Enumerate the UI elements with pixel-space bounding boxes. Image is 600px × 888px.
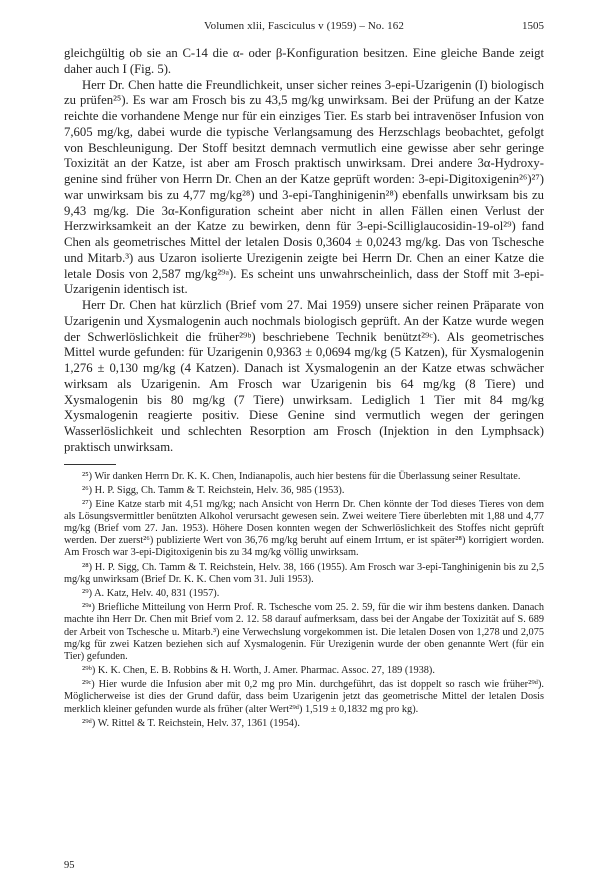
footnote: ²⁷) Eine Katze starb mit 4,51 mg/kg; nach Ansicht von Herrn Dr. Chen könnte der Tod dieses Tieres von dem als Lösungsvermittler benützten Alkohol verursacht gewesen sein. Zwei weitere Tiere überlebten mit 1,88 und 4,77 mg/kg (Brief vom 27. Jan. 1953). Höhere Dosen konnten wegen der Schwerlöslichkeit des Stoffes nicht geprüft werden. Der zuerst²⁶) publizierte Wert von 36,76 mg/kg beruht auf einem Irrtum, er ist später²⁸) korrigiert worden. Am Frosch war 3-epi-Digitoxigenin bis zu 34 mg/kg völlig unwirksam. [64, 499, 544, 559]
footnote: ²⁵) Wir danken Herrn Dr. K. K. Chen, Indianapolis, auch hier bestens für die Überlassung seiner Resultate. [82, 470, 521, 482]
paragraph: Herr Dr. Chen hatte die Freundlichkeit, unser sicher reines 3-epi-Uzarigenin (I) biologisch zu prüfen²⁵). Es war am Frosch bis zu 43,5 mg/kg unwirksam. Bei der Prüfung an der Katze reichte die vorhandene Menge nur für ein einziges Tier. Es starb bei intravenöser Infusion von 7,605 mg/kg, dabei wurde die typische Verlangsamung des Herzschlags beobachtet, gefolgt von Beschleunigung. Der Stoff besitzt demnach vermutlich eine gewisse aber sehr geringe Toxizität an der Katze, ist aber am Frosch praktisch unwirksam. Drei andere 3α-Hydroxy-genine sind früher von Herrn Dr. Chen an der Katze geprüft worden: 3-epi-Digitoxigenin²⁶)²⁷) war unwirksam bis zu 4,77 mg/kg²⁸) und 3-epi-Tanghinigenin²⁸) ebenfalls unwirksam bis zu 9,43 mg/kg. Die 3α-Konfiguration scheint aber nicht in allen Fällen einen Verlust der Herzwirksamkeit an der Katze zu bewirken, denn für 3-epi-Scilliglaucosidin-19-ol²⁹) fand Chen als geometrisches Mittel der letalen Dosis 0,3604 ± 0,0243 mg/kg. Das von Tschesche und Mitarb.³) aus Uzaron isolierte Urezigenin zeigte bei Herrn Dr. Chen an einer Katze die letale Dosis von 2,587 mg/kg²⁹ᵃ). Es scheint uns unwahrscheinlich, dass der Stoff mit 3-epi-Uzarigenin identisch ist. [64, 77, 544, 297]
page-number: 1505 [522, 20, 544, 32]
journal-page [64, 20, 544, 732]
footnote: ²⁶) H. P. Sigg, Ch. Tamm & T. Reichstein, Helv. 36, 985 (1953). [82, 484, 345, 496]
footnote: ²⁹ᵈ) W. Rittel & T. Reichstein, Helv. 37, 1361 (1954). [82, 717, 300, 729]
footnote: ²⁹) A. Katz, Helv. 40, 831 (1957). [82, 588, 220, 600]
signature-mark: 95 [64, 860, 75, 871]
paragraph: Herr Dr. Chen hat kürzlich (Brief vom 27. Mai 1959) unsere sicher reinen Präparate von Uzarigenin und Xysmalogenin auch nochmals biologisch geprüft. An der Katze wurde wegen der Schwerlöslichkeit die früher²⁹ᵇ) beschriebene Technik benützt²⁹ᶜ). Als geometrisches Mittel wurde gefunden: für Uzarigenin 0,9363 ± 0,0694 mg/kg (5 Katzen), für Xysmalogenin 1,276 ± 0,130 mg/kg (4 Katzen). Danach ist Xysmalogenin an der Katze etwas schwächer wirksam als Uzarigenin. Am Frosch war Uzarigenin bis 64 mg/kg (8 Tiere) und Xysmalogenin bis 80 mg/kg (7 Tiere) unwirksam. Lediglich 1 Tier mit 84 mg/kg Xysmalogenin reagierte positiv. Diese Genine sind vermutlich wegen der geringen Wasserlöslichkeit und schlechten Resorption am Frosch (Injektion in den Lymphsack) praktisch unwirksam. [64, 298, 544, 454]
paragraph: gleichgültig ob sie an C-14 die α- oder β-Konfiguration besitzen. Eine gleiche Bande zeigt daher auch I (Fig. 5). [64, 46, 544, 76]
running-header [64, 20, 544, 38]
footnote: ²⁸) H. P. Sigg, Ch. Tamm & T. Reichstein, Helv. 38, 166 (1955). Am Frosch war 3-epi-Tanghinigenin bis zu 2,5 mg/kg unwirksam (Brief Dr. K. K. Chen vom 31. Juli 1953). [64, 561, 544, 585]
running-title: Volumen xlii, Fasciculus v (1959) – No. 162 [204, 20, 404, 32]
body-text [64, 46, 544, 456]
footnotes [64, 471, 544, 730]
footnote: ²⁹ᵃ) Briefliche Mitteilung von Herrn Prof. R. Tschesche vom 25. 2. 59, für die wir ihm bestens danken. Danach machte ihn Herr Dr. Chen mit Brief vom 2. 12. 58 darauf aufmerksam, dass bei der Angabe der Toxizität auf S. 689 der Arbeit von Tschesche u. Mitarb.³) eine Verwechslung vorgekommen ist. Die letalen Dosen von 1,278 und 2,075 mg/kg für zwei Katzen beziehen sich auf Xysmalogenin. Für Urezigenin wurde der oben genannte Wert (für ein Tier) gefunden. [64, 602, 544, 662]
footnote: ²⁹ᶜ) Hier wurde die Infusion aber mit 0,2 mg pro Min. durchgeführt, das ist doppelt so rasch wie früher²⁹ᵈ). Möglicherweise ist dies der Grund dafür, dass beim Uzarigenin jetzt das geometrische Mittel der letalen Dosis merklich kleiner gefunden wurde als früher (alter Wert²⁹ᵈ) 1,519 ± 0,1832 mg pro kg). [64, 679, 544, 715]
footnote: ²⁹ᵇ) K. K. Chen, E. B. Robbins & H. Worth, J. Amer. Pharmac. Assoc. 27, 189 (1938). [82, 665, 435, 677]
footnote-divider [64, 464, 116, 465]
